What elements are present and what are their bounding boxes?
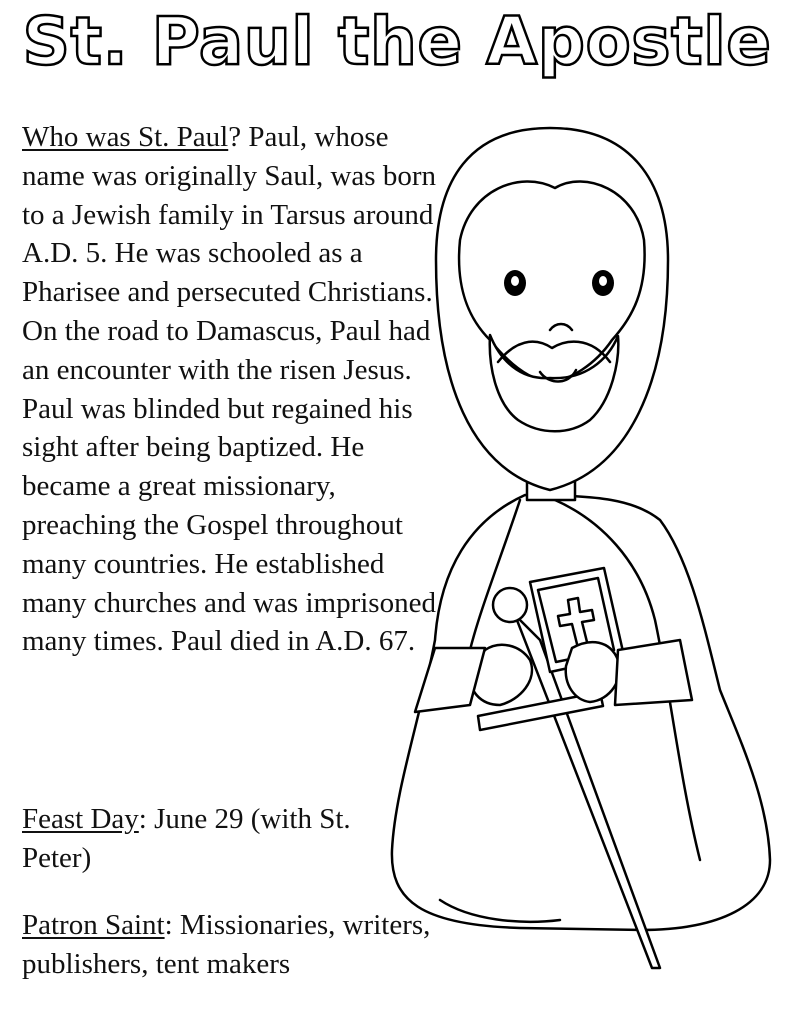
patron-label: Patron Saint [22,909,165,941]
patron-value: : Missionaries, writers, publishers, tent makers [22,909,431,980]
feast-label: Feast Day [22,803,139,835]
cloak-outline [392,495,770,930]
bio-heading: Who was St. Paul [22,121,229,153]
sword-pommel [493,588,527,622]
feast-day [22,800,352,878]
feast-value: : June 29 (with St. Peter) [22,803,351,874]
bio-text: ? Paul, whose name was originally Saul, was born to a Jewish family in Tarsus around A.D. 5. He was schooled as a Pharisee and persecuted Christians. On the road to Damascus, Paul had an encounter with the risen Jesus. Paul was blinded but regained his sight after being baptized. He became a great missionary, preaching the Gospel throughout many countries. He established many churches and was imprisoned many times. Paul died in A.D. 67. [22,121,436,658]
page-title: St. Paul the Apostle [22,3,772,80]
right-sleeve [615,640,692,705]
st-paul-illustration [375,120,794,980]
